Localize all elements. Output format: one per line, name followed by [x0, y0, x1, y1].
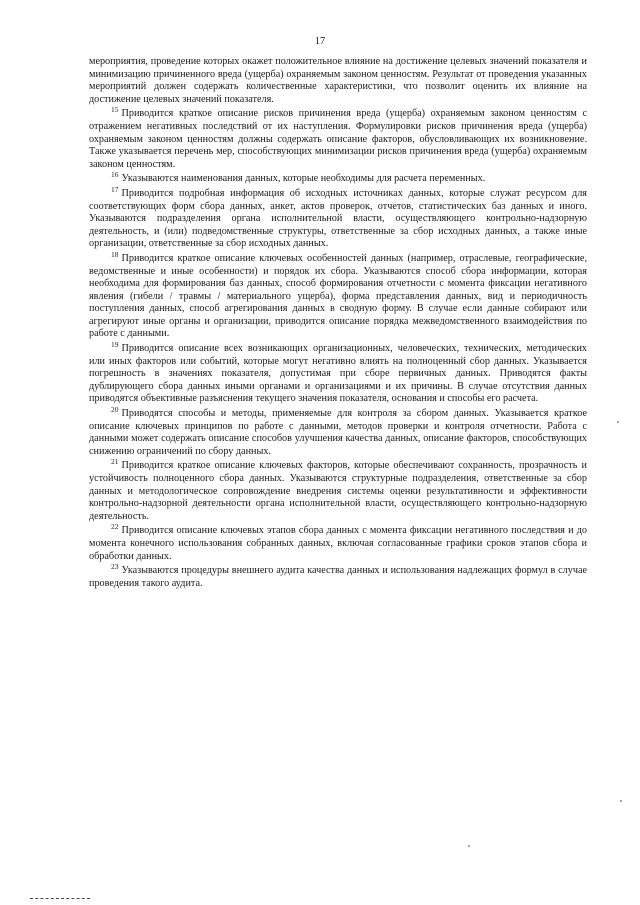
- footnote-text: Приводится краткое описание ключевых факторов, которые обеспечивают сохранность, прозрачность и устойчивость полноценного сбора данных. Указываются структурные подразделения, ответственные за сбор данных и методологическое сопровождение внедрения системы оценки результативности и эффективности контрольно-надзорной деятельности органа исполнительной власти, осуществляющего контрольно-надзорную деятельность.: [89, 460, 587, 522]
- footnote-17: [89, 184, 587, 251]
- scan-speck: [617, 421, 619, 423]
- footnote-22: [89, 521, 587, 563]
- footnote-text: Приводится описание ключевых этапов сбора данных с момента фиксации негативного последствия и до момента конечного использования собранных данных, включая согласованные графики сроков этапов сбора и обработки данных.: [89, 525, 587, 562]
- footnote-20: [89, 404, 587, 458]
- footnote-text: Приводится краткое описание рисков причинения вреда (ущерба) охраняемым законом ценностям с отражением негативных последствий от их наступления. Формулировки рисков причинения вреда (ущерба) охраняемым законом ценностям должны содержать описание факторов, обусловливающих их возникновение. Также указывается перечень мер, способствующих минимизации рисков причинения вреда (ущерба) охраняемым законом ценностям.: [89, 108, 587, 170]
- footnote-19: [89, 339, 587, 406]
- footnote-16: [89, 169, 587, 186]
- footnote-marker: 18: [111, 249, 119, 259]
- footnote-marker: 20: [111, 404, 119, 414]
- footnote-text: Указываются процедуры внешнего аудита качества данных и использования надлежащих формул в случае проведения такого аудита.: [89, 565, 587, 589]
- footnote-marker: 16: [111, 169, 119, 179]
- footnote-marker: 21: [111, 457, 119, 467]
- paragraph-text: мероприятия, проведение которых окажет положительное влияние на достижение целевых значений показателя и минимизацию причиненного вреда (ущерба) охраняемым законом ценностям. Результат от проведения указанных мероприятий должен содержать количественные характеристики, что позволит оценить их влияние на достижение целевых значений показателя.: [89, 56, 587, 105]
- paragraph-continuation: [89, 56, 587, 106]
- scan-edge-mark: [30, 898, 90, 899]
- footnote-18: [89, 249, 587, 341]
- footnote-text: Указываются наименования данных, которые необходимы для расчета переменных.: [121, 173, 486, 185]
- footnote-marker: 22: [111, 521, 119, 531]
- footnote-marker: 17: [111, 184, 119, 194]
- footnote-23: [89, 561, 587, 590]
- footnote-marker: 19: [111, 339, 119, 349]
- footnote-marker: 23: [111, 561, 119, 571]
- scan-speck: [620, 800, 622, 802]
- document-body: [89, 56, 587, 592]
- footnote-marker: 15: [111, 104, 119, 114]
- footnote-15: [89, 104, 587, 171]
- footnote-text: Приводится описание всех возникающих организационных, человеческих, технических, методических или иных факторов или событий, которые могут негативно влиять на полноценный сбор данных. Указывается погрешность в значениях показателя, допустимая при сборе первичных данных. Приводятся факты дублирующего сбора данных иными органами и организациями и их причины. В случае отсутствия данных приводятся объективные разъяснения текущего значения показателя, основания и способы его расчета.: [89, 343, 587, 405]
- scan-speck: [468, 845, 470, 847]
- footnote-text: Приводятся способы и методы, применяемые для контроля за сбором данных. Указывается краткое описание ключевых принципов по работе с данными, методов проверки и контроля отчетности. Работа с данными может содержать описание способов улучшения качества данных, описание факторов, способствующих снижению ограничений по сбору данных.: [89, 408, 587, 457]
- page-number: 17: [314, 36, 326, 47]
- footnote-text: Приводится краткое описание ключевых особенностей данных (например, отраслевые, географические, ведомственные и иные особенности) и порядок их сбора. Указываются способ сбора информации, которая необходима для формирования баз данных, способ формирования отчетности с момента фиксации негативного явления (гибели / травмы / материального ущерба), форма представления данных, вид и периодичность поступления данных, способ агрегирования данных в сводную форму. В случае если данные собирают или агрегируют иные органы и организации, приводится описание порядка межведомственного взаимодействия по работе с данными.: [89, 252, 587, 340]
- footnote-text: Приводится подробная информация об исходных источниках данных, которые служат ресурсом для соответствующих форм сбора данных, анкет, актов проверок, отчетов, статистических баз данных и иного. Указываются подразделения органа исполнительной власти, осуществляющего контрольно-надзорную деятельность, и (или) подведомственные структуры, ответственные за сбор исходных данных, а также иные организации, ответственные за сбор исходных данных.: [89, 187, 587, 250]
- footnote-21: [89, 457, 587, 523]
